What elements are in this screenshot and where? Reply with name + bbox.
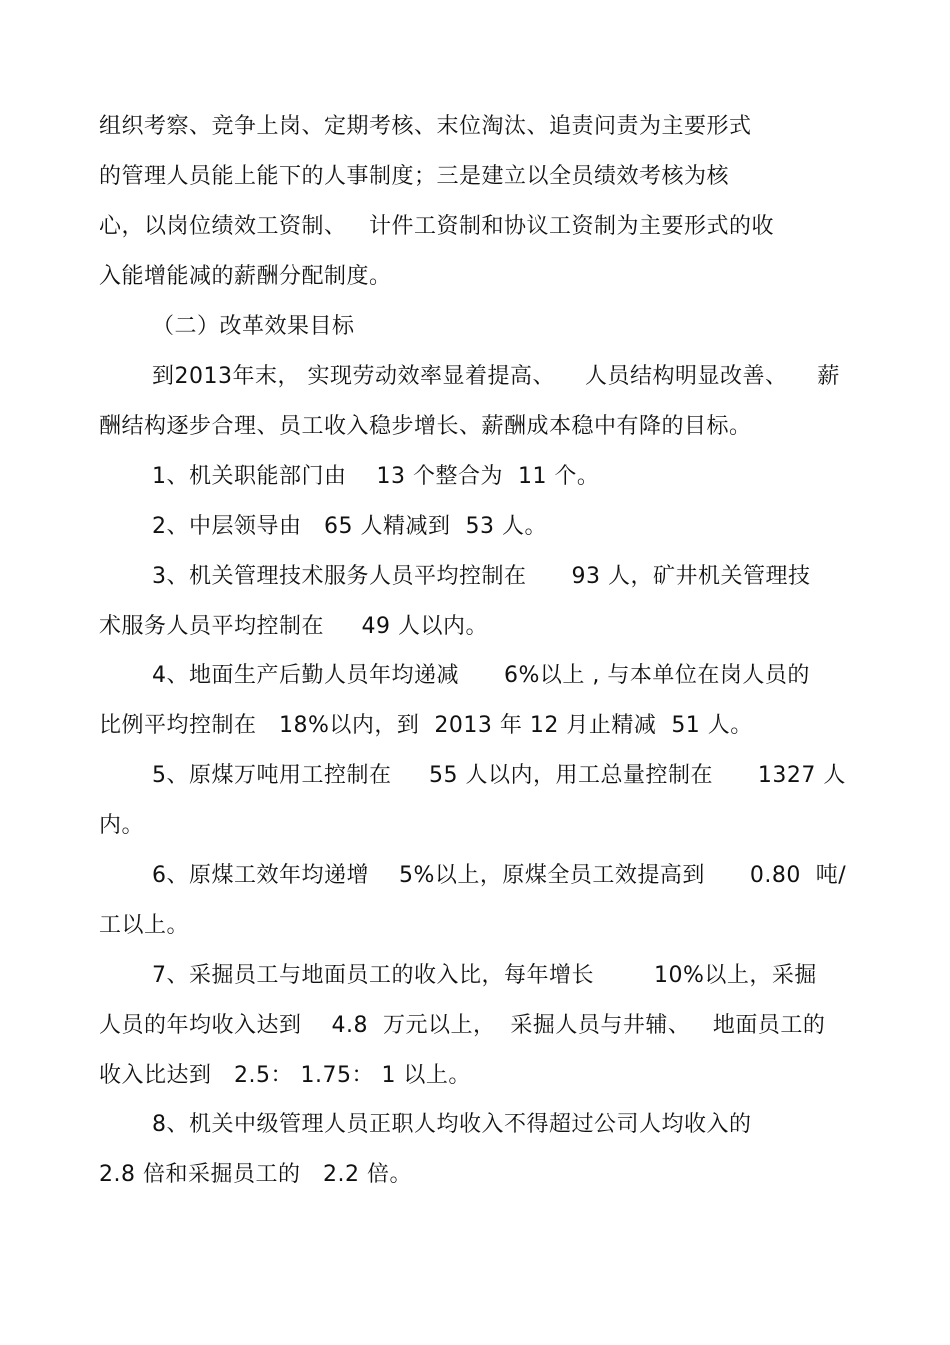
list-item-continuation: 收入比达到 2.5： 1.75： 1 以上。 xyxy=(99,1063,471,1088)
paragraph-line: 的管理人员能上能下的人事制度；三是建立以全员绩效考核为核 xyxy=(99,164,730,189)
list-item-continuation: 术服务人员平均控制在 49 人以内。 xyxy=(99,614,488,639)
paragraph-line: 心，以岗位绩效工资制、 计件工资制和协议工资制为主要形式的收 xyxy=(99,214,774,239)
paragraph-line: 到2013年末， 实现劳动效率显着提高、 人员结构明显改善、 薪 xyxy=(152,364,840,389)
list-item-continuation: 人员的年均收入达到 4.8 万元以上， 采掘人员与井辅、 地面员工的 xyxy=(99,1013,826,1038)
list-item: 5、原煤万吨用工控制在 55 人以内，用工总量控制在 1327 人 xyxy=(152,763,846,788)
list-item: 6、原煤工效年均递增 5%以上，原煤全员工效提高到 0.80 吨/ xyxy=(152,863,847,888)
list-item: 1、机关职能部门由 13 个整合为 11 个。 xyxy=(152,464,600,489)
paragraph-line: 酬结构逐步合理、员工收入稳步增长、薪酬成本稳中有降的目标。 xyxy=(99,414,752,439)
paragraph-line: 组织考察、竞争上岗、定期考核、末位淘汰、追责问责为主要形式 xyxy=(99,114,752,139)
section-heading: （二）改革效果目标 xyxy=(152,314,355,339)
list-item: 4、地面生产后勤人员年均递减 6%以上 , 与本单位在岗人员的 xyxy=(152,663,810,688)
list-item: 7、采掘员工与地面员工的收入比，每年增长 10%以上，采掘 xyxy=(152,963,817,988)
list-item-continuation: 比例平均控制在 18%以内，到 2013 年 12 月止精减 51 人。 xyxy=(99,713,753,738)
list-item-continuation: 内。 xyxy=(99,813,145,838)
list-item: 2、中层领导由 65 人精减到 53 人。 xyxy=(152,514,547,539)
list-item-continuation: 2.8 倍和采掘员工的 2.2 倍。 xyxy=(99,1162,412,1187)
list-item-continuation: 工以上。 xyxy=(99,913,190,938)
paragraph-line: 入能增能减的薪酬分配制度。 xyxy=(99,264,392,289)
list-item: 8、机关中级管理人员正职人均收入不得超过公司人均收入的 xyxy=(152,1112,752,1137)
list-item: 3、机关管理技术服务人员平均控制在 93 人，矿井机关管理技 xyxy=(152,564,811,589)
